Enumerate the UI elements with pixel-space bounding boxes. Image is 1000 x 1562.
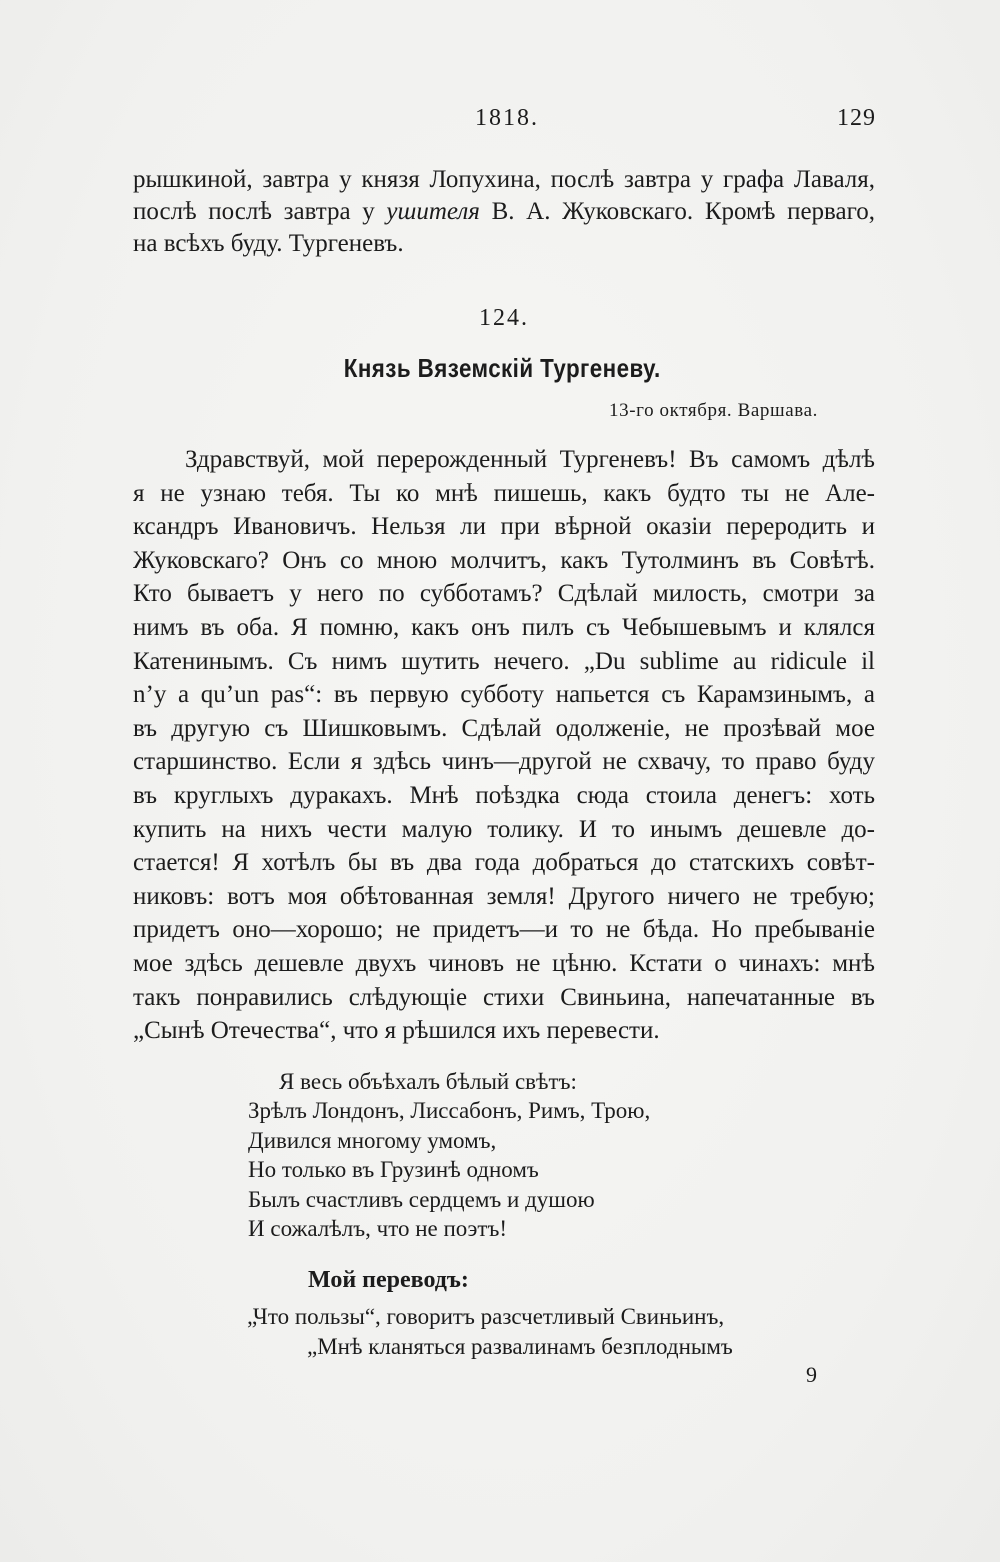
letter-dateline: 13-го октября. Варшава. (609, 400, 818, 421)
poem-line: Зрѣлъ Лондонъ, Лиссабонъ, Римъ, Трою, (248, 1098, 651, 1124)
text-line: ксандръ Ивановичъ. Нельзя ли при вѣрной оказіи переродить и (133, 513, 875, 541)
text-line: я не узнаю тебя. Ты ко мнѣ пишешь, какъ будто ты не Але- (133, 479, 875, 507)
poem-line: Былъ счастливъ сердцемъ и душою (248, 1186, 595, 1212)
text-line: такъ понравились слѣдующіе стихи Свиньина, напечатанные въ (133, 983, 875, 1011)
text-line: купить на нихъ чести малую толику. И то инымъ дешевле до- (133, 815, 875, 843)
translation-heading: Мой переводъ: (308, 1267, 469, 1293)
letter-number: 124. (479, 305, 529, 331)
text-line: Жуковскаго? Онъ со мною молчитъ, какъ Тутолминъ въ Совѣтѣ. (133, 546, 875, 574)
text-segment: В. А. Жуковскаго. Кромѣ перваго, (491, 198, 875, 225)
text-line: придетъ оно—хорошо; не придетъ—и то не бѣда. Но пребываніе (133, 916, 875, 944)
italic-word: ушителя (386, 198, 480, 225)
text-segment: послѣ послѣ завтра у (133, 198, 375, 225)
poem-line: Но только въ Грузинѣ одномъ (248, 1157, 539, 1183)
text-line: на всѣхъ буду. Тургеневъ. (133, 230, 404, 257)
text-line: Катенинымъ. Съ нимъ шутить нечего. „Du sublime au ridicule il (133, 647, 875, 675)
text-line: стается! Я хотѣлъ бы въ два года добраться до статскихъ совѣт- (133, 849, 875, 877)
poem-line: „Что пользы“, говоритъ разсчетливый Свиньинъ, (247, 1304, 725, 1329)
text-line: никовъ: вотъ моя обѣтованная земля! Другого ничего не требую; (133, 882, 875, 910)
text-line: старшинство. Если я здѣсь чинъ—другой не схвачу, то право буду (133, 748, 875, 776)
signature-mark: 9 (806, 1362, 817, 1387)
text-line: n’y a qu’un pas“: въ первую субботу напьется съ Карамзинымъ, а (133, 681, 875, 709)
translation-verse (247, 1302, 807, 1362)
poem-line: Дивился многому умомъ, (248, 1127, 497, 1153)
text-line: Кто бываетъ у него по субботамъ? Сдѣлай милость, смотри за (133, 580, 875, 608)
text-line: нимъ въ оба. Я помню, какъ онъ пилъ съ Чебышевымъ и клялся (133, 613, 875, 641)
text-line: рышкиной, завтра у князя Лопухина, послѣ завтра у графа Лаваля, (133, 166, 875, 193)
text-line (133, 196, 875, 228)
text-line: „Сынѣ Отечества“, что я рѣшился ихъ перевести. (133, 1017, 660, 1045)
poem-line: И сожалѣлъ, что не поэтъ! (248, 1216, 508, 1242)
previous-letter-ending (133, 164, 875, 260)
text-line: въ круглыхъ дуракахъ. Мнѣ поѣздка сюда стоила денегъ: хоть (133, 781, 875, 809)
running-head-year: 1818. (475, 105, 539, 131)
quoted-poem (248, 1067, 768, 1243)
text-line: мое здѣсь дешевле двухъ чиновъ не цѣню. Кстати о чинахъ: мнѣ (133, 949, 875, 977)
text-line: Здравствуй, мой перерожденный Тургеневъ! Въ самомъ дѣлѣ (185, 446, 875, 473)
text-line: въ другую съ Шишковымъ. Сдѣлай одолженіе, не прозѣвай мое (133, 714, 875, 742)
poem-line: Я весь объѣхалъ бѣлый свѣтъ: (279, 1069, 577, 1094)
letter-title (0, 352, 1000, 389)
poem-line: „Мнѣ кланяться развалинамъ безплоднымъ (307, 1334, 733, 1359)
page-number: 129 (837, 105, 876, 131)
letter-title-text: Князь Вяземскій Тургеневу. (343, 353, 661, 383)
letter-paragraph (133, 443, 875, 1048)
